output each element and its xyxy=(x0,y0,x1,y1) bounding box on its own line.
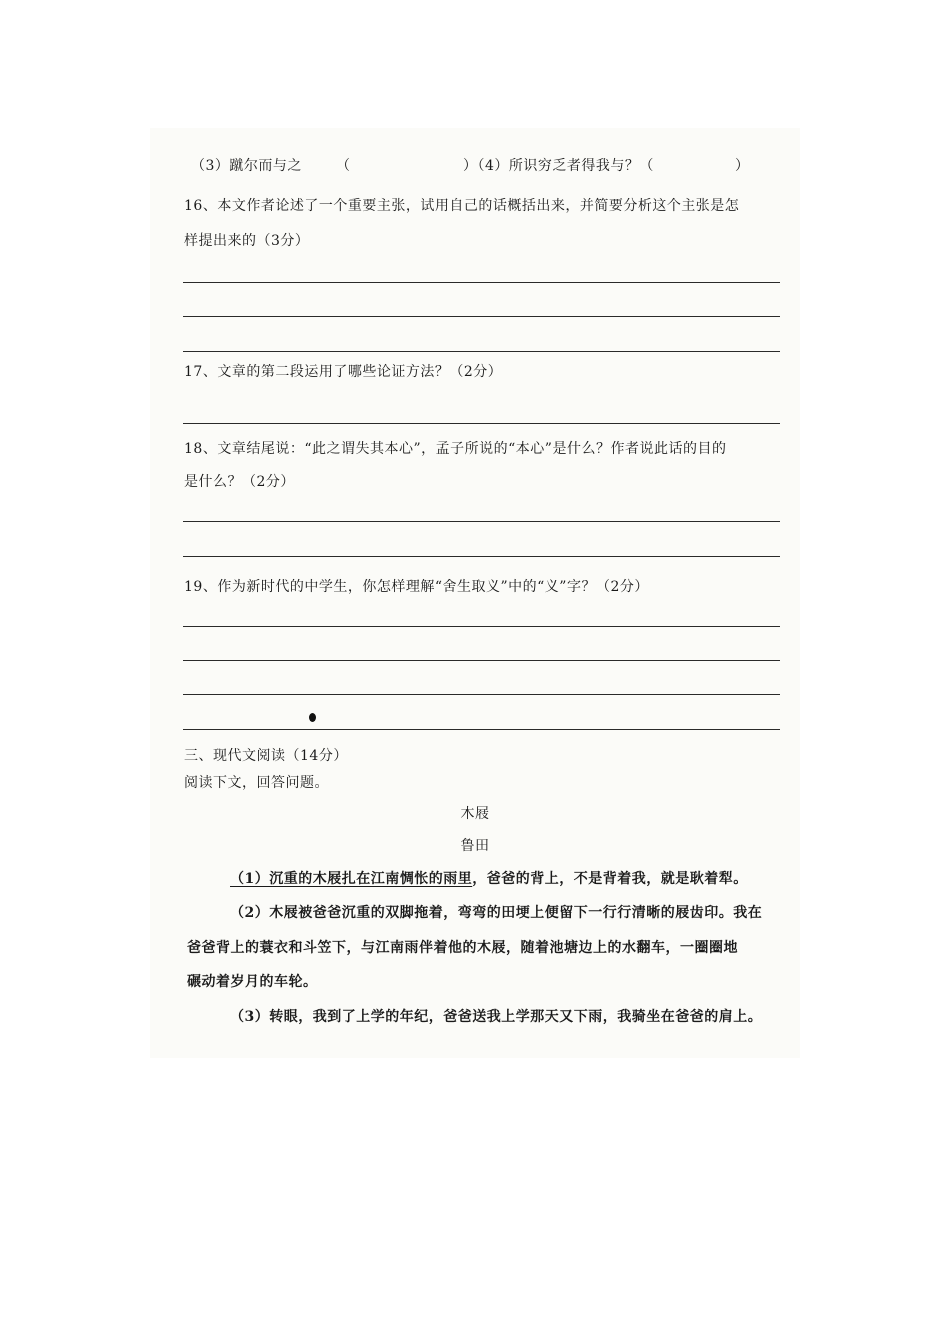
q18-answer-line-2[interactable] xyxy=(183,556,780,557)
article-title: 木屐 xyxy=(460,806,490,822)
q19-answer-line-2[interactable] xyxy=(183,660,780,661)
q18-answer-line-1[interactable] xyxy=(183,521,780,522)
q18-line2: 是什么？（2分） xyxy=(184,474,295,490)
q16-answer-line-1[interactable] xyxy=(183,282,780,283)
q19-answer-line-1[interactable] xyxy=(183,626,780,627)
q16-answer-line-2[interactable] xyxy=(183,316,780,317)
q15-item4: ）（4）所识穷乏者得我与？（ xyxy=(463,158,654,174)
q17-answer-line-1[interactable] xyxy=(183,423,780,424)
ink-spot xyxy=(309,713,316,722)
q15-paren-close: ） xyxy=(735,158,750,174)
q18-line1: 18、文章结尾说：“此之谓失其本心”，孟子所说的“本心”是什么？作者说此话的目的 xyxy=(184,441,727,457)
q17-line1: 17、文章的第二段运用了哪些论证方法？（2分） xyxy=(184,364,503,380)
q19-answer-line-4[interactable] xyxy=(183,729,780,730)
paragraph-3-line-1: （3）转眼，我到了上学的年纪，爸爸送我上学那天又下雨，我骑坐在爸爸的肩上。 xyxy=(230,1009,763,1025)
paragraph-2-line-2: 爸爸背上的蓑衣和斗笠下，与江南雨伴着他的木屐，随着池塘边上的水翻车，一圈圈地 xyxy=(187,940,738,956)
section3-heading: 三、现代文阅读（14分） xyxy=(184,748,348,764)
q16-line2: 样提出来的（3分） xyxy=(184,233,310,249)
article-author: 鲁田 xyxy=(460,838,490,854)
paragraph-1-rest: ，爸爸的背上，不是背着我，就是耿着犁。 xyxy=(472,871,748,887)
q19-line1: 19、作为新时代的中学生，你怎样理解“舍生取义”中的“义”字？（2分） xyxy=(184,579,649,595)
q15-item3: （3）蹴尔而与之 xyxy=(191,158,302,174)
paragraph-1-underlined: （1）沉重的木屐扎在江南惆怅的雨里 xyxy=(230,871,473,887)
paragraph-2-line-3: 碾动着岁月的车轮。 xyxy=(187,974,318,990)
section3-instruction: 阅读下文，回答问题。 xyxy=(184,775,329,791)
paragraph-2-line-1: （2）木屐被爸爸沉重的双脚拖着，弯弯的田埂上便留下一行行清晰的屐齿印。我在 xyxy=(230,905,763,921)
q15-paren-open: （ xyxy=(336,158,351,174)
q19-answer-line-3[interactable] xyxy=(183,694,780,695)
paragraph-1 xyxy=(230,869,748,889)
q16-line1: 16、本文作者论述了一个重要主张，试用自己的话概括出来，并简要分析这个主张是怎 xyxy=(184,198,740,214)
q16-answer-line-3[interactable] xyxy=(183,351,780,352)
